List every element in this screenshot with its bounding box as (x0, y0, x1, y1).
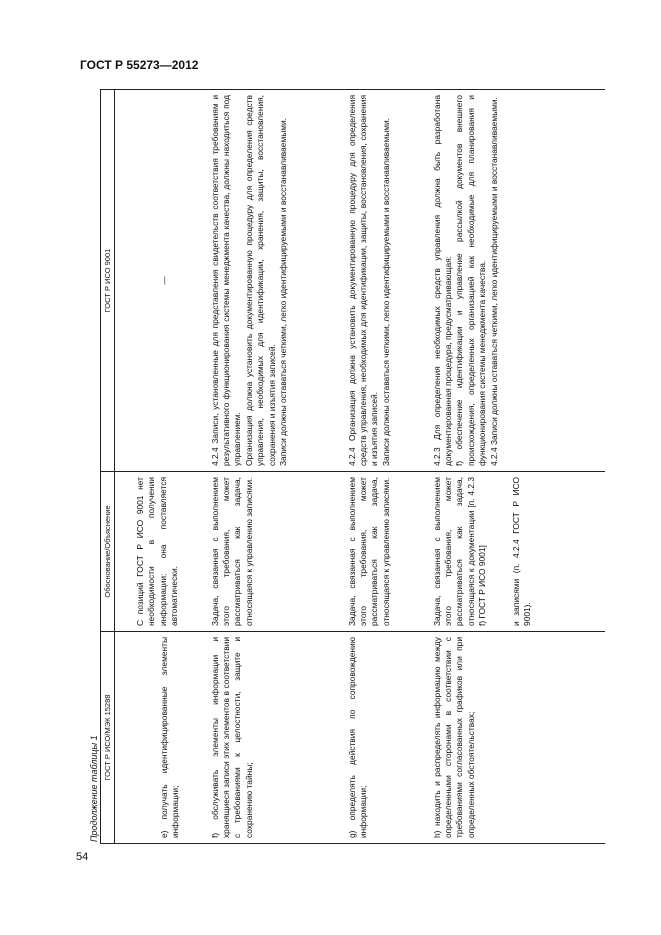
rotated-table-area (87, 90, 605, 844)
cell-rationale (115, 472, 208, 632)
cell-rationale (208, 472, 345, 632)
comparison-table (100, 89, 605, 844)
cell-15288 (430, 632, 605, 844)
document-header: ГОСТ Р 55273—2012 (80, 58, 199, 72)
table-caption: Продолжение таблицы 1 (89, 735, 99, 842)
column-header-rationale: Обоснование/Объяснение (101, 472, 115, 632)
empty-dash: — (159, 276, 169, 285)
cell-9001 (115, 90, 208, 472)
cell-text: 4.2.3 Для определения необходимых средств управления должна быть разработана документированная процедура, предусматривающая: (431, 95, 453, 466)
cell-9001 (430, 90, 605, 472)
page-number: 54 (76, 851, 89, 863)
cell-15288 (345, 632, 430, 844)
cell-text: Организация должна установить документированную процедуру для определения средств управления, необходимых для идентификации, хранения, защиты, восстановления, сохранения и изъятия записей. (243, 95, 277, 466)
cell-text: e) получать идентифицированные элементы информации; (159, 637, 181, 838)
table-row (430, 90, 605, 844)
cell-text: Задача, связанная с выполнением этого требования, может рассматриваться как задача, относящаяся к документации [п. 4.2.3 f) ГОСТ Р ИСО 9001] (431, 477, 488, 626)
table-row (115, 90, 208, 844)
table-header-row (101, 90, 115, 844)
cell-text: и записями (п. 4.2.4 ГОСТ Р ИСО 9001). (510, 477, 532, 626)
cell-text: 4.2.4 Организация должна установить документированную процедуру для определения средств управления, необходимых для идентификации, защиты, восстановления, сохранения и изъятия записей. (346, 95, 380, 466)
cell-text: h) находить и распределять информацию между определенными сторонами в соответствии с требованиями согласованных графиков или при определенных обстоятельствах; (431, 637, 476, 838)
cell-rationale (345, 472, 430, 632)
cell-text: Задача, связанная с выполнением этого требования, может рассматриваться как задача, относящаяся к управлению записями. (209, 477, 254, 626)
table-row (345, 90, 430, 844)
column-header-15288: ГОСТ Р ИСО/МЭК 15288 (101, 632, 115, 844)
table-row (208, 90, 345, 844)
cell-text: f) обслуживать элементы информации и хранящиеся записи этих элементов в соответствии с требованиями к целостности, защите и сохранению тайны; (209, 637, 254, 838)
cell-9001 (345, 90, 430, 472)
cell-text: Записи должны оставаться четкими, легко идентифицируемыми и восстанавливаемыми. (380, 118, 391, 466)
cell-text: Задача, связанная с выполнением этого требования, может рассматриваться как задача, относящаяся к управлению записями. (346, 477, 391, 626)
cell-text: 4.2.4 Записи должны оставаться четкими, легко идентифицируемыми и восстанавливаемыми. (488, 97, 499, 466)
cell-text: g) определять действия по сопровождению информации; (346, 637, 368, 838)
cell-rationale (430, 472, 605, 632)
cell-text: Записи должны оставаться четкими, легко идентифицируемыми и восстанавливаемыми. (277, 118, 288, 466)
column-header-9001: ГОСТ Р ИСО 9001 (101, 90, 115, 472)
cell-text: 4.2.4 Записи, установленные для представления свидетельств соответствия требованиям и результативного функционирования системы менеджмента качества, должны находиться под управлением. (209, 95, 243, 466)
cell-15288 (115, 632, 208, 844)
cell-text: f) обеспечение идентификации и управление рассылкой документов внешнего происхождения, определенных организацией как необходимые для планирования и функционирования системы менеджмента качества. (454, 95, 488, 466)
cell-9001 (208, 90, 345, 472)
cell-text: С позиций ГОСТ Р ИСО 9001 нет необходимости в получении информации: она поставляется автоматически. (135, 477, 180, 626)
cell-15288 (208, 632, 345, 844)
